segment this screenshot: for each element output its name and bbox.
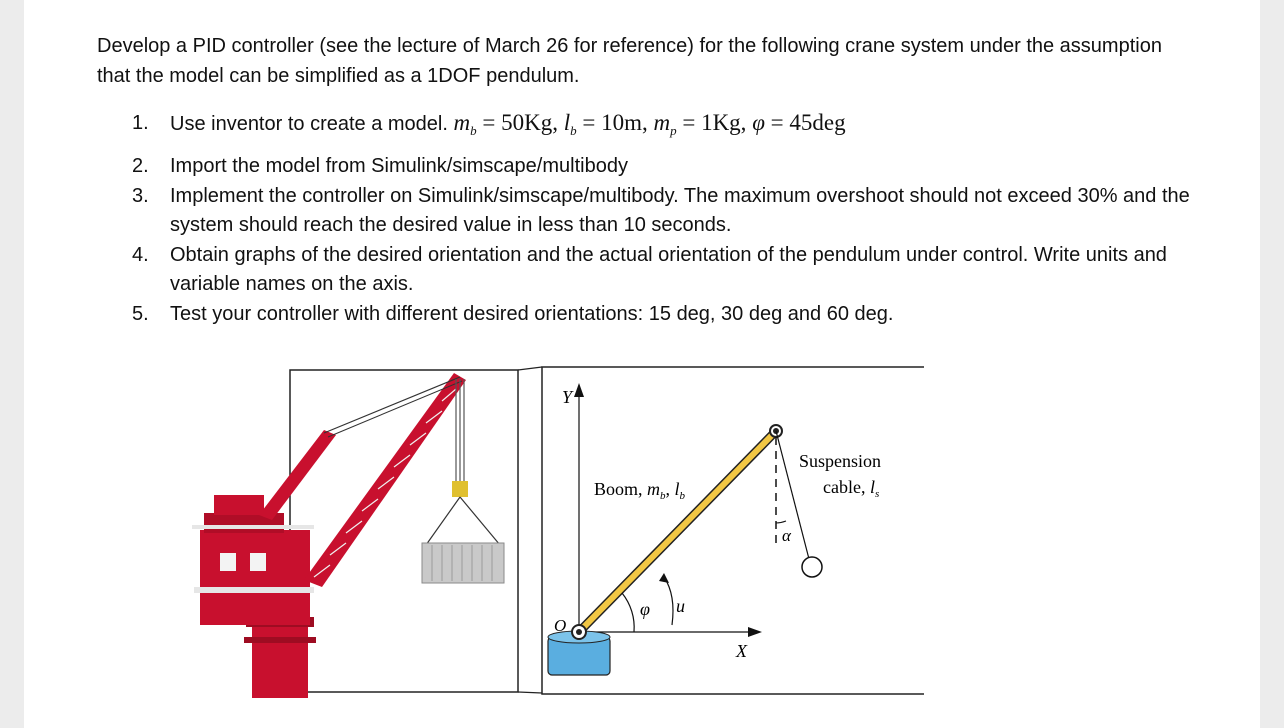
zoom-box: [290, 370, 518, 692]
phi-value: = 45deg: [770, 110, 846, 135]
lb-symbol: l: [563, 110, 571, 135]
phi-label: φ: [640, 599, 650, 619]
mb-value: = 50Kg,: [482, 110, 558, 135]
origin-label: O: [554, 616, 567, 635]
lb-subscript: b: [570, 123, 577, 138]
crane-house: [200, 530, 310, 625]
crane-window: [220, 553, 236, 571]
mp-value: = 1Kg,: [682, 110, 747, 135]
parameter-equation: [453, 110, 846, 138]
crane-figure: [164, 355, 924, 705]
mb-subscript: b: [470, 123, 477, 138]
crane-railing: [194, 587, 314, 593]
task-item-1: [132, 106, 1192, 148]
intro-paragraph: Develop a PID controller (see the lecture of March 26 for reference) for the following crane system under the assumption that the model can be simplified as a 1DOF pendulum.: [97, 35, 1162, 87]
boom-pivot-center: [576, 629, 582, 635]
schematic-diagram: [542, 367, 924, 694]
cable-label-line1: Suspension: [799, 451, 882, 471]
hook-block: [452, 481, 468, 497]
cable-label-line2: cable, $l_s$: [823, 477, 880, 500]
task-number: 1.: [132, 112, 149, 134]
alpha-label: α: [782, 526, 791, 545]
task-text: Test your controller with different desired orientations: 15 deg, 30 deg and 60 deg.: [170, 302, 894, 325]
leader-line-top: [518, 367, 542, 370]
mp-symbol: m: [653, 110, 671, 135]
task-number: 4.: [132, 243, 149, 266]
task-list: [132, 106, 1192, 329]
x-axis-label: X: [736, 641, 747, 661]
document-page: [24, 0, 1260, 728]
y-axis-label: Y: [562, 387, 573, 407]
sling: [426, 497, 460, 545]
task-number: 3.: [132, 184, 149, 207]
payload-mass: [802, 557, 822, 577]
task-item-5: [132, 300, 1192, 330]
u-label: u: [676, 596, 685, 616]
crane-photo: [192, 367, 542, 698]
mb-symbol: m: [453, 110, 471, 135]
task-number: 2.: [132, 155, 149, 177]
sling: [460, 497, 500, 545]
mp-subscript: p: [670, 123, 677, 138]
crane-railing: [192, 525, 314, 529]
lb-value: = 10m,: [582, 110, 648, 135]
task-number: 5.: [132, 302, 149, 325]
pedestal-ring: [244, 637, 316, 643]
leader-line-bottom: [518, 692, 542, 693]
crane-a-frame: [259, 430, 336, 520]
task-text: Import the model from Simulink/simscape/multibody: [170, 155, 628, 177]
crane-cab: [214, 495, 264, 515]
task-text: Implement the controller on Simulink/simscape/multibody. The maximum overshoot should not exceed 30% and the system should reach the desired value in less than 10 seconds.: [170, 184, 1190, 236]
task-text: Obtain graphs of the desired orientation and the actual orientation of the pendulum under control. Write units and variable names on the axis.: [170, 243, 1167, 295]
boom-label: Boom, $m_b$, $l_b$: [594, 479, 686, 502]
crane-pedestal: [252, 623, 308, 698]
task-text: Use inventor to create a model.: [170, 113, 448, 135]
task-item-3: [132, 182, 1192, 241]
phi-symbol: φ: [752, 110, 765, 135]
task-item-2: [132, 152, 1192, 182]
crane-window: [250, 553, 266, 571]
task-item-4: [132, 241, 1192, 300]
